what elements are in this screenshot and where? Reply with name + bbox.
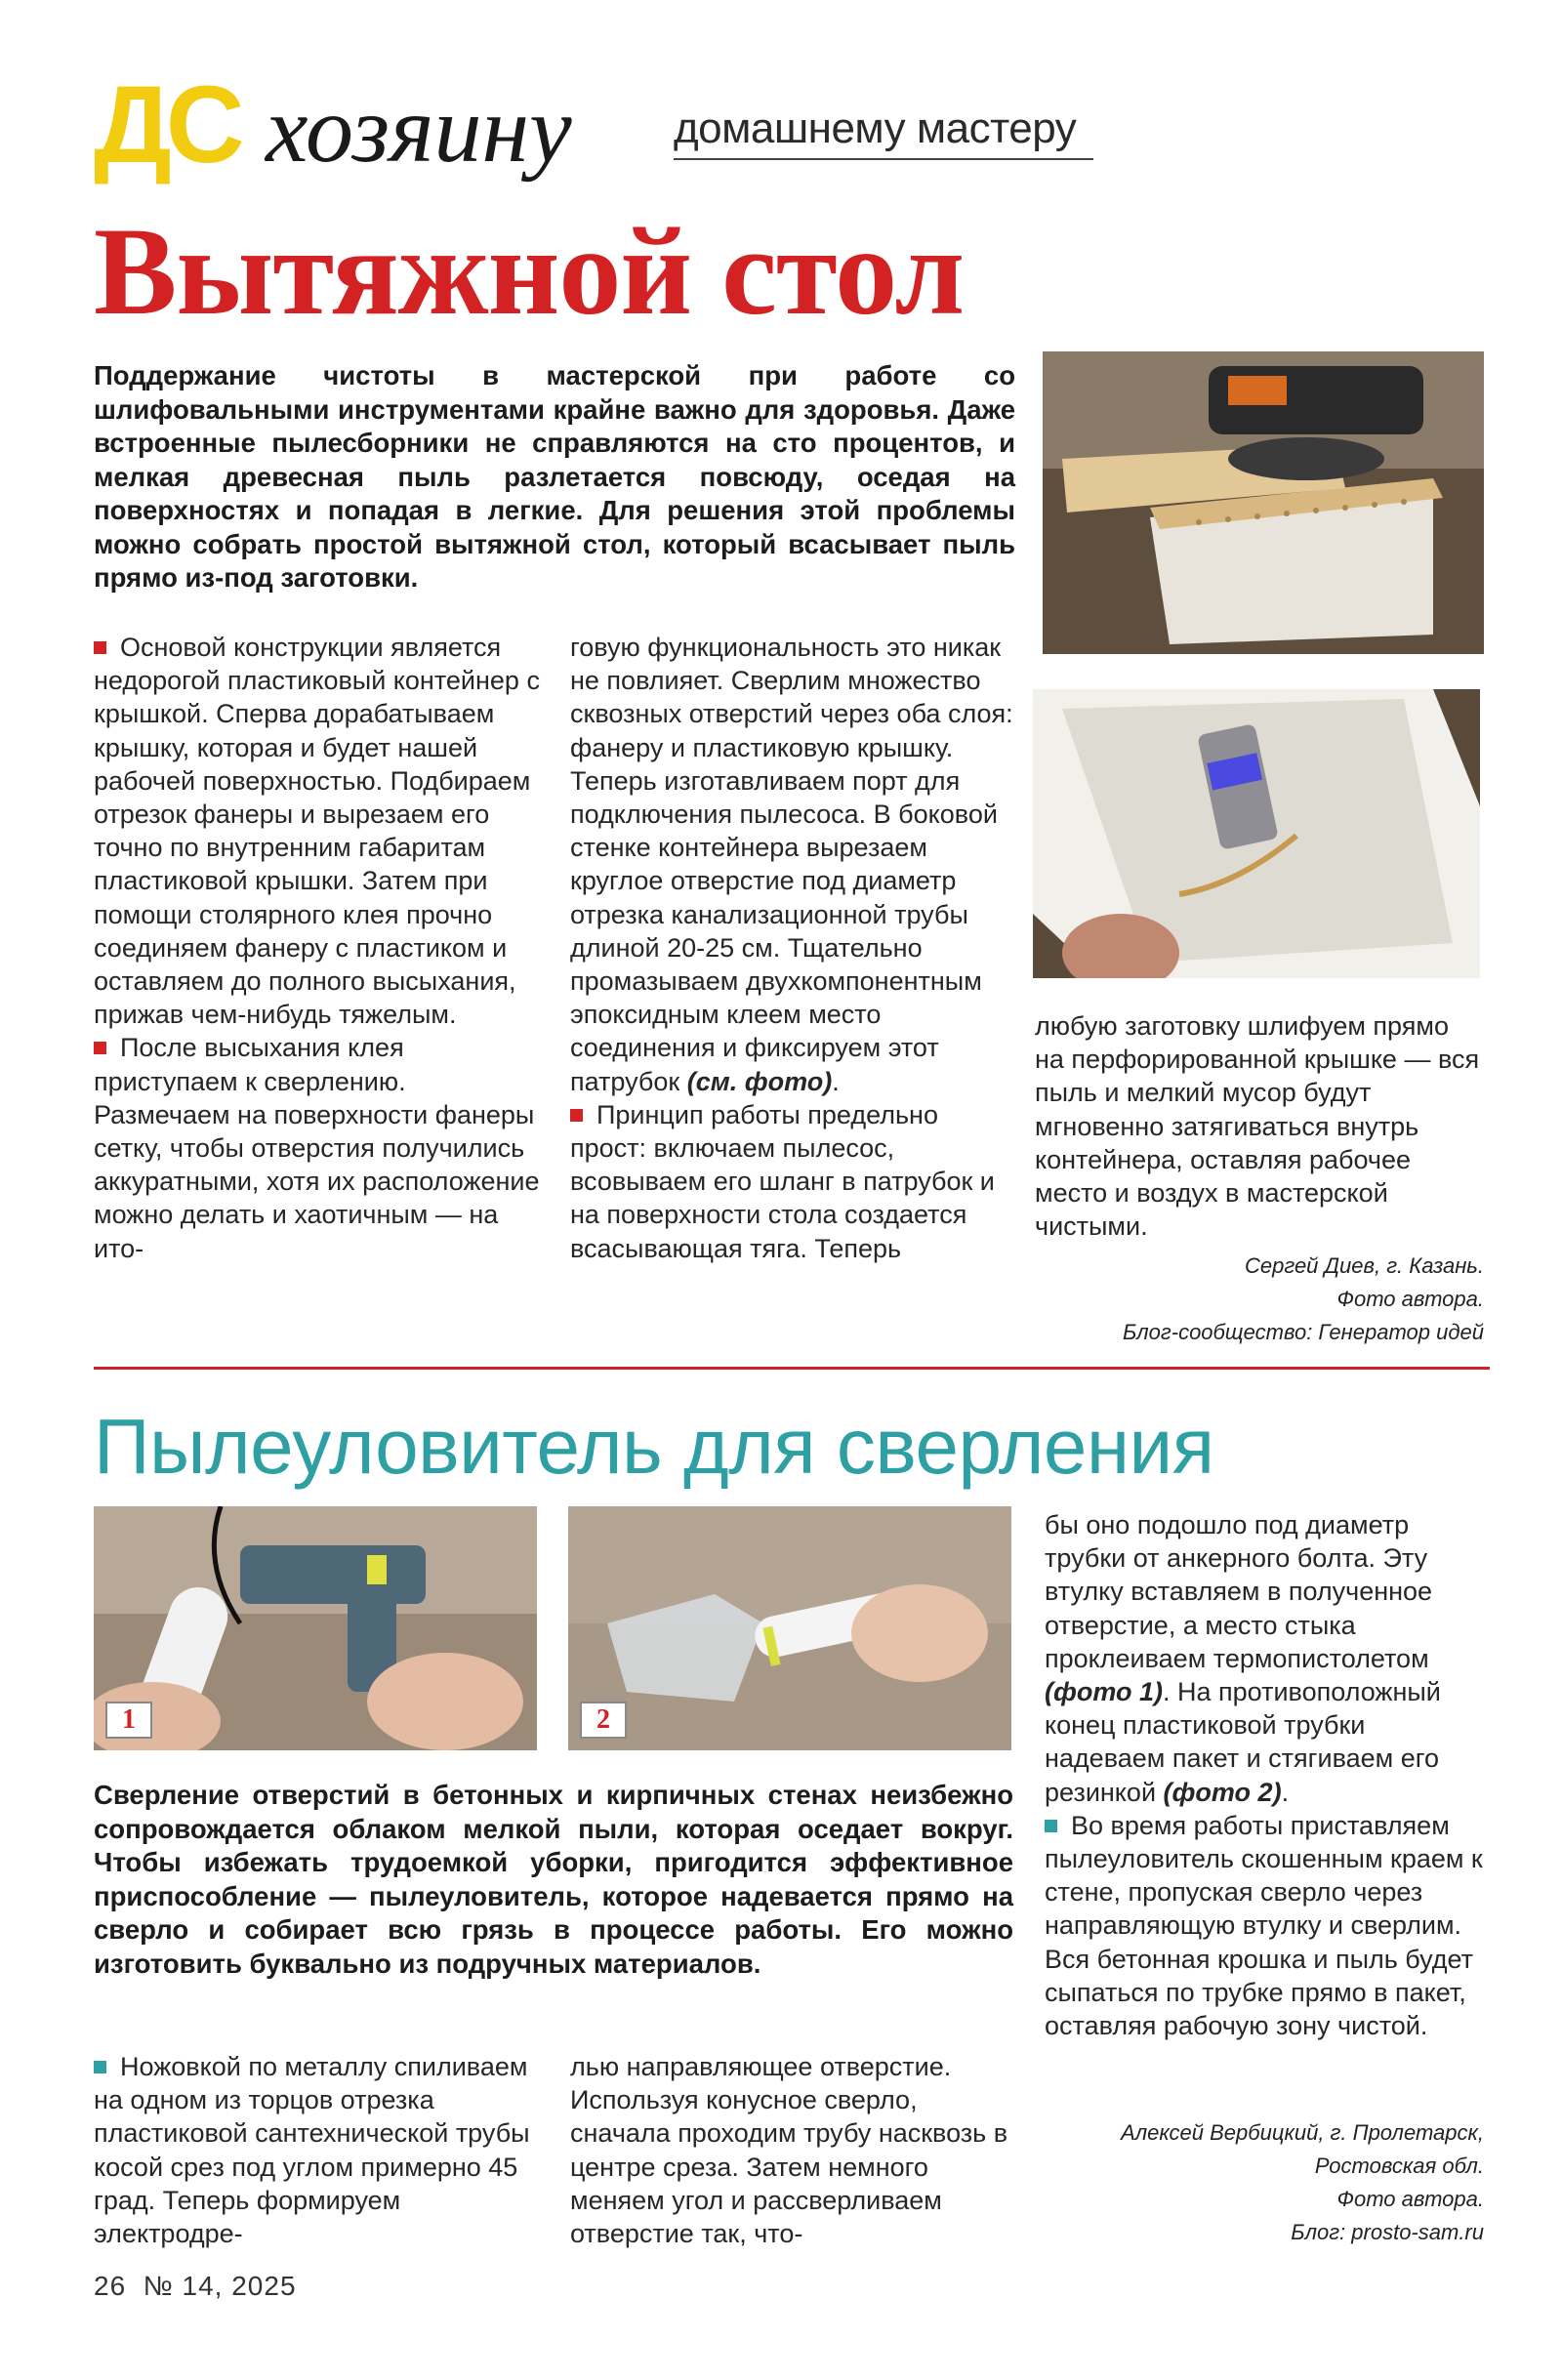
section-divider <box>94 1367 1490 1370</box>
photo-credit: Фото автора. <box>1336 1287 1484 1311</box>
article2-photo-1 <box>94 1506 537 1750</box>
article1-photo-sander <box>1043 351 1484 654</box>
bullet-marker <box>1045 1820 1057 1832</box>
paragraph: Ножовкой по металлу спиливаем на одном из торцов отрезка пластиковой сантехнической трубы косой срез под углом примерно 45 град. Теперь формируем электродре- <box>94 2052 530 2249</box>
blog-credit: Блог: prosto-sam.ru <box>1291 2220 1484 2244</box>
paragraph: Принцип работы предельно прост: включаем пылесос, всовываем его шланг в патрубок и на поверхности стола создается всасывающая тяга. Теперь <box>570 1099 995 1263</box>
article1-column-2 <box>570 631 1017 1265</box>
article2-column-3 <box>1045 1508 1486 2042</box>
paragraph: лью направляющее отверстие. Используя конусное сверло, сначала проходим трубу насквозь в центре среза. Затем немного меняем угол и рассверливаем отверстие так, что- <box>570 2052 1008 2249</box>
article1-lead: Поддержание чистоты в мастерской при работе со шлифовальными инструментами крайне важно для здоровья. Даже встроенные пылесборники не справляются на сто процентов, и мелкая древесная пыль разлетается повсюду, оседая на поверхностях и попадая в легкие. Для решения этой проблемы можно собрать простой вытяжной стол, который всасывает пыль прямо из-под заготовки. <box>94 360 1015 593</box>
article2-column-1 <box>94 2050 541 2250</box>
author-line: Алексей Вербицкий, г. Пролетарск, <box>1121 2120 1484 2145</box>
article1-column-3 <box>1035 1009 1482 1243</box>
section-title: хозяину <box>266 77 572 183</box>
article2-lead: Сверление отверстий в бетонных и кирпичных стенах неизбежно сопровождается облаком мелкой пыли, которая оседает вокруг. Чтобы избежать трудоемкой уборки, пригодится эффективное приспособление — пылеуловитель, которое надевается прямо на сверло и собирает всю грязь в процессе работы. Его можно изготовить буквально из подручных материалов. <box>94 1780 1013 1979</box>
photo-number-1: 1 <box>105 1702 152 1739</box>
paragraph: бы оно подошло под диаметр трубки от анкерного болта. Эту втулку вставляем в полученное отверстие, а место стыка проклеиваем термопистолетом <box>1045 1510 1433 1673</box>
issue-number: № 14, 2025 <box>143 2271 297 2301</box>
article1-signature <box>1015 1250 1484 1349</box>
page-footer <box>94 2271 297 2302</box>
section-subtitle: домашнему мастеру <box>674 104 1077 152</box>
article1-photo-container <box>1033 689 1480 978</box>
article2-signature <box>1015 2116 1484 2249</box>
paragraph: Во время работы приставляем пылеуловитель скошенным краем к стене, пропуская сверло через направляющую втулку и сверлим. Вся бетонная крошка и пыль будет сыпаться по трубке прямо в пакет, оставляя рабочую зону чистой. <box>1045 1810 1483 2041</box>
article1-title: Вытяжной стол <box>94 202 965 341</box>
photo-reference: (см. фото) <box>686 1066 833 1096</box>
bullet-marker <box>570 1109 583 1122</box>
blog-credit: Блог-сообщество: Генератор идей <box>1122 1320 1484 1344</box>
article2-title: Пылеуловитель для сверления <box>94 1403 1214 1490</box>
punctuation: . <box>832 1066 840 1096</box>
article2-column-2 <box>570 2050 1017 2250</box>
paragraph: Основой конструкции является недорогой пластиковый контейнер с крышкой. Сперва дорабатываем крышку, которая и будет нашей рабочей поверхностью. Подбираем отрезок фанеры и вырезаем его точно по внутренним габаритам пластиковой крышки. Затем при помощи столярного клея прочно соединяем фанеру с пластиком и оставляем до полного высыхания, прижав чем-нибудь тяжелым. <box>94 633 540 1030</box>
photo-reference: (фото 2) <box>1163 1777 1282 1807</box>
bullet-marker <box>94 1042 106 1054</box>
photo-credit: Фото автора. <box>1336 2187 1484 2211</box>
paragraph: говую функциональность это никак не повлияет. Сверлим множество сквозных отверстий через оба слоя: фанеру и пластиковую крышку. Теперь изготавливаем порт для подключения пылесоса. В боковой стенке контейнера вырезаем круглое отверстие под диаметр отрезка канализационной трубы длиной 20-25 см. Тщательно промазываем двухкомпонентным эпоксидным клеем место соединения и фиксируем этот патрубок <box>570 633 1013 1096</box>
header-underline <box>674 158 1093 160</box>
article1-column-1 <box>94 631 541 1265</box>
paragraph: После высыхания клея приступаем к сверлению. Размечаем на поверхности фанеры сетку, чтобы отверстия получились аккуратными, хотя их расположение можно делать и хаотичным — на ито- <box>94 1033 540 1263</box>
paragraph: любую заготовку шлифуем прямо на перфорированной крышке — вся пыль и мелкий мусор будут мгновенно затягиваться внутрь контейнера, оставляя рабочее место и воздух в мастерской чистыми. <box>1035 1011 1480 1242</box>
photo-reference: (фото 1) <box>1045 1677 1164 1707</box>
photo-number-2: 2 <box>580 1702 627 1739</box>
article2-photo-2 <box>568 1506 1011 1750</box>
page-number: 26 <box>94 2271 127 2301</box>
paragraph: . На противоположный конец пластиковой трубки надеваем пакет и стягиваем его резинкой <box>1045 1677 1441 1807</box>
bullet-marker <box>94 2061 106 2073</box>
magazine-logo: ДС <box>94 63 239 185</box>
author-region: Ростовская обл. <box>1314 2154 1484 2178</box>
author-line: Сергей Диев, г. Казань. <box>1244 1253 1484 1278</box>
punctuation: . <box>1281 1777 1290 1807</box>
bullet-marker <box>94 641 106 654</box>
